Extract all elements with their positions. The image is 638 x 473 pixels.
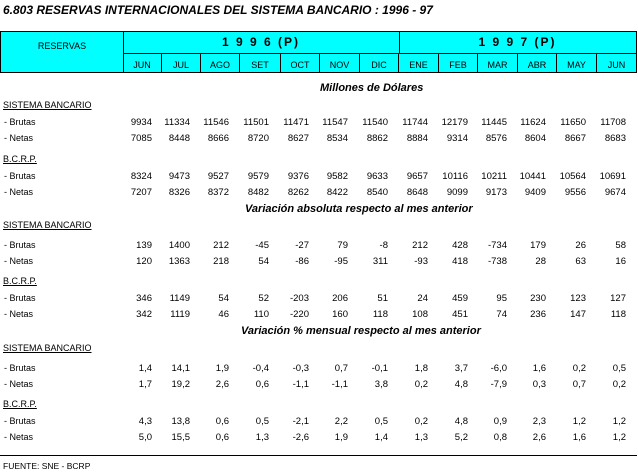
table-cell: 11650	[560, 117, 586, 128]
table-cell: 1,2	[612, 416, 626, 427]
group-heading: B.C.R.P.	[3, 276, 37, 286]
table-cell: 9527	[207, 171, 229, 182]
year-1996-header: 1 9 9 6 (P)	[123, 32, 400, 54]
row-label: - Brutas	[4, 293, 36, 303]
table-cell: 0,2	[572, 363, 586, 374]
table-cell: 428	[452, 240, 468, 251]
reservas-header: RESERVAS	[1, 32, 124, 72]
table-cell: 0,2	[414, 379, 428, 390]
table-cell: 63	[575, 256, 586, 267]
table-cell: 1363	[168, 256, 190, 267]
table-cell: 13,8	[171, 416, 190, 427]
year-1997-header: 1 9 9 7 (P)	[399, 32, 636, 54]
table-cell: 118	[372, 309, 388, 320]
table-cell: 74	[496, 309, 507, 320]
table-cell: 1,7	[138, 379, 152, 390]
table-cell: 51	[377, 293, 388, 304]
group-heading: SISTEMA BANCARIO	[3, 100, 92, 110]
table-cell: -1,1	[292, 379, 309, 390]
month-header: JUN	[123, 53, 162, 72]
table-cell: 459	[452, 293, 468, 304]
table-cell: 212	[412, 240, 428, 251]
table-cell: 342	[136, 309, 152, 320]
table-cell: 139	[136, 240, 152, 251]
table-cell: 28	[535, 256, 546, 267]
table-cell: 0,8	[493, 432, 507, 443]
month-header: ENE	[399, 53, 439, 72]
table-cell: 10564	[559, 171, 586, 182]
footer-rule	[0, 455, 637, 456]
table-cell: 54	[218, 293, 229, 304]
table-cell: 1,3	[255, 432, 269, 443]
table-cell: 11540	[362, 117, 388, 128]
table-cell: 9376	[287, 171, 309, 182]
table-cell: 8262	[287, 187, 309, 198]
table-cell: 123	[570, 293, 586, 304]
table-cell: 1,9	[334, 432, 348, 443]
table-cell: 10116	[442, 171, 468, 182]
row-label: - Brutas	[4, 416, 36, 426]
table-cell: -95	[334, 256, 348, 267]
table-cell: -220	[289, 309, 309, 320]
table-cell: 8666	[207, 133, 229, 144]
table-cell: 1400	[168, 240, 190, 251]
table-cell: 8667	[564, 133, 586, 144]
section-title: Millones de Dólares	[320, 82, 424, 94]
table-cell: -7,9	[490, 379, 507, 390]
table-cell: 9582	[326, 171, 348, 182]
table-cell: 127	[610, 293, 626, 304]
group-heading: SISTEMA BANCARIO	[3, 220, 92, 230]
month-header: FEB	[439, 53, 478, 72]
table-cell: 9579	[247, 171, 269, 182]
table-cell: 11547	[322, 117, 348, 128]
section-title: Variación absoluta respecto al mes anterior	[245, 203, 473, 215]
table-cell: 14,1	[171, 363, 190, 374]
table-cell: 58	[615, 240, 626, 251]
table-cell: 11546	[203, 117, 229, 128]
table-cell: 206	[332, 293, 348, 304]
row-label: - Brutas	[4, 363, 36, 373]
table-cell: 1149	[169, 293, 190, 304]
table-cell: 9934	[130, 117, 152, 128]
table-cell: 120	[136, 256, 152, 267]
month-header: JUN	[607, 60, 626, 70]
table-cell: 24	[417, 293, 428, 304]
table-cell: 26	[575, 240, 586, 251]
table-cell: 1,6	[572, 432, 586, 443]
table-cell: 0,2	[414, 416, 428, 427]
table-cell: 9674	[604, 187, 626, 198]
table-cell: 8683	[604, 133, 626, 144]
table-cell: 1,3	[414, 432, 428, 443]
source-note: FUENTE: SNE - BCRP	[3, 461, 91, 471]
table-cell: 8648	[406, 187, 428, 198]
row-label: - Netas	[4, 379, 34, 389]
table-cell: 0,6	[215, 416, 229, 427]
table-cell: 179	[530, 240, 546, 251]
table-cell: 212	[213, 240, 229, 251]
row-label: - Netas	[4, 133, 34, 143]
table-cell: 19,2	[171, 379, 190, 390]
table-cell: 11624	[520, 117, 546, 128]
table-cell: 8576	[485, 133, 507, 144]
table-cell: 147	[570, 309, 586, 320]
table-cell: 9473	[168, 171, 190, 182]
row-label: - Netas	[4, 187, 34, 197]
table-cell: 46	[218, 309, 229, 320]
group-heading: SISTEMA BANCARIO	[3, 343, 92, 353]
table-cell: 79	[337, 240, 348, 251]
month-header: OCT	[281, 53, 320, 72]
table-cell: -2,1	[292, 416, 309, 427]
table-cell: -0,3	[292, 363, 309, 374]
table-cell: 16	[615, 256, 626, 267]
table-cell: 346	[136, 293, 152, 304]
table-cell: -8	[379, 240, 388, 251]
table-cell: 1,2	[572, 416, 586, 427]
table-cell: 8862	[366, 133, 388, 144]
row-label: - Brutas	[4, 171, 36, 181]
table-cell: 3,8	[374, 379, 388, 390]
row-label: - Netas	[4, 256, 34, 266]
table-cell: 9657	[406, 171, 428, 182]
table-cell: 52	[258, 293, 269, 304]
table-cell: 1,4	[374, 432, 388, 443]
table-cell: 9409	[524, 187, 546, 198]
table-cell: 0,6	[215, 432, 229, 443]
table-cell: 4,3	[138, 416, 152, 427]
table-cell: 1119	[170, 309, 190, 320]
table-cell: 311	[372, 256, 388, 267]
table-cell: -86	[295, 256, 309, 267]
group-heading: B.C.R.P.	[3, 399, 37, 409]
table-header	[0, 31, 637, 73]
table-cell: 9099	[446, 187, 468, 198]
table-cell: 1,6	[532, 363, 546, 374]
page-title: 6.803 RESERVAS INTERNACIONALES DEL SISTEMA BANCARIO : 1996 - 97	[3, 3, 433, 17]
table-cell: 230	[530, 293, 546, 304]
table-cell: 1,2	[612, 432, 626, 443]
table-cell: 11501	[243, 117, 269, 128]
table-cell: 0,7	[572, 379, 586, 390]
table-cell: 54	[258, 256, 269, 267]
table-cell: 0,9	[493, 416, 507, 427]
table-cell: -0,4	[252, 363, 269, 374]
table-cell: 8604	[524, 133, 546, 144]
table-cell: 10441	[519, 171, 546, 182]
table-cell: -1,1	[331, 379, 348, 390]
table-cell: 1,9	[215, 363, 229, 374]
table-cell: 8627	[287, 133, 309, 144]
table-cell: 5,2	[454, 432, 468, 443]
table-cell: 3,7	[454, 363, 468, 374]
table-cell: -93	[414, 256, 428, 267]
table-cell: 1,4	[138, 363, 152, 374]
month-header: AGO	[201, 53, 240, 72]
row-label: - Netas	[4, 309, 34, 319]
month-header: JUL	[162, 53, 201, 72]
row-label: - Brutas	[4, 240, 36, 250]
table-cell: -738	[487, 256, 507, 267]
table-cell: 9173	[485, 187, 507, 198]
table-cell: 7085	[130, 133, 152, 144]
table-cell: -45	[255, 240, 269, 251]
table-cell: 236	[530, 309, 546, 320]
table-cell: 8324	[130, 171, 152, 182]
table-cell: 1,8	[414, 363, 428, 374]
table-cell: 110	[253, 309, 269, 320]
table-cell: -203	[289, 293, 309, 304]
section-title: Variación % mensual respecto al mes anterior	[241, 325, 481, 337]
table-cell: 11471	[283, 117, 309, 128]
row-label: - Brutas	[4, 117, 36, 127]
table-cell: 418	[452, 256, 468, 267]
table-cell: 8884	[406, 133, 428, 144]
month-header: DIC	[360, 53, 399, 72]
table-cell: 0,5	[612, 363, 626, 374]
table-cell: 5,0	[138, 432, 152, 443]
row-label: - Netas	[4, 432, 34, 442]
table-cell: 4,8	[454, 379, 468, 390]
month-header: MAY	[557, 53, 597, 72]
table-cell: 8422	[326, 187, 348, 198]
table-cell: 8720	[247, 133, 269, 144]
table-cell: 118	[610, 309, 626, 320]
table-cell: 108	[412, 309, 428, 320]
table-cell: 0,7	[334, 363, 348, 374]
table-cell: 15,5	[171, 432, 190, 443]
table-cell: 2,2	[334, 416, 348, 427]
table-cell: 218	[213, 256, 229, 267]
table-cell: 8326	[168, 187, 190, 198]
table-cell: 451	[452, 309, 468, 320]
table-cell: 11708	[600, 117, 626, 128]
table-cell: 8534	[326, 133, 348, 144]
table-cell: 9556	[564, 187, 586, 198]
table-cell: 0,6	[255, 379, 269, 390]
table-cell: 10691	[599, 171, 626, 182]
table-cell: 160	[332, 309, 348, 320]
month-header: ABR	[518, 53, 557, 72]
table-cell: 2,6	[532, 432, 546, 443]
table-cell: 0,3	[532, 379, 546, 390]
table-cell: 9633	[366, 171, 388, 182]
table-cell: -0,1	[371, 363, 388, 374]
table-cell: 7207	[130, 187, 152, 198]
table-cell: 0,5	[255, 416, 269, 427]
table-cell: 12179	[441, 117, 468, 128]
table-cell: 11445	[481, 117, 507, 128]
table-cell: 2,3	[532, 416, 546, 427]
table-cell: 10211	[481, 171, 507, 182]
table-cell: 11334	[164, 117, 190, 128]
table-cell: 9314	[446, 133, 468, 144]
table-cell: -2,6	[292, 432, 309, 443]
month-header: NOV	[320, 53, 360, 72]
table-cell: -27	[295, 240, 309, 251]
table-cell: 8482	[247, 187, 269, 198]
table-cell: 4,8	[454, 416, 468, 427]
table-cell: 8448	[168, 133, 190, 144]
table-cell: -734	[487, 240, 507, 251]
table-cell: 8540	[366, 187, 388, 198]
group-heading: B.C.R.P.	[3, 154, 37, 164]
table-cell: 2,6	[215, 379, 229, 390]
month-header: SET	[240, 53, 281, 72]
table-cell: 8372	[207, 187, 229, 198]
table-cell: 0,5	[374, 416, 388, 427]
table-cell: 11744	[402, 117, 428, 128]
table-cell: -6,0	[490, 363, 507, 374]
table-cell: 95	[496, 293, 507, 304]
table-cell: 0,2	[612, 379, 626, 390]
month-header: MAR	[478, 53, 518, 72]
